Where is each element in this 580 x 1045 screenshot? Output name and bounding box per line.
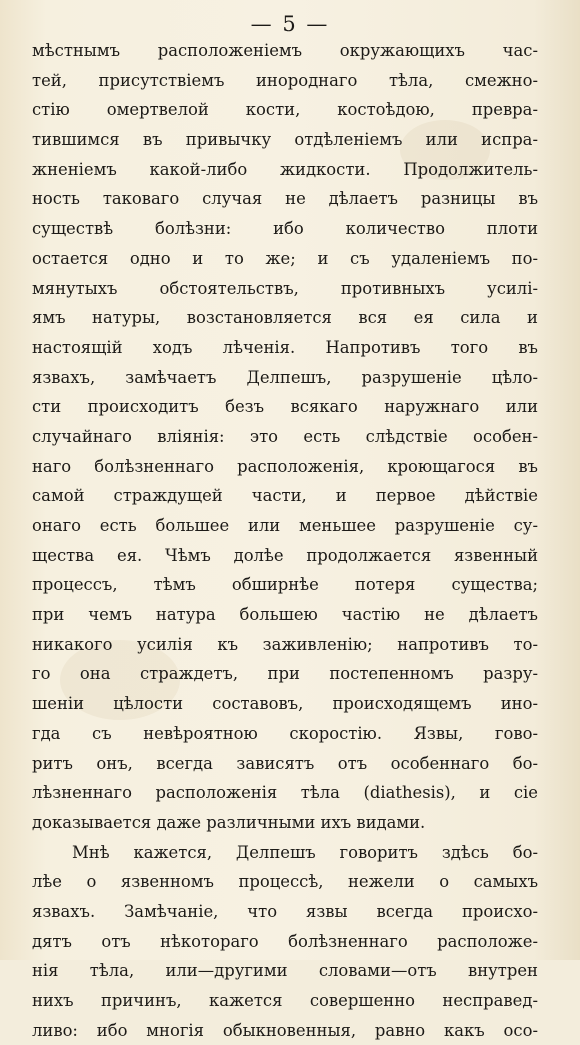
body-text bbox=[32, 36, 538, 1045]
text-line: щества ея. Чѣмъ долѣе продолжается язвенный bbox=[32, 545, 538, 565]
text-line: жненіемъ какой-либо жидкости. Продолжитель- bbox=[32, 159, 538, 179]
text-line: ритъ онъ, всегда зависятъ отъ особеннаго бо- bbox=[32, 753, 538, 773]
text-line: существѣ болѣзни: ибо количество плоти bbox=[32, 219, 538, 239]
text-line: ямъ натуры, возстановляется вся ея сила и bbox=[32, 308, 538, 328]
text-line: гда съ невѣроятною скоростію. Язвы, гово- bbox=[32, 723, 538, 743]
text-line: самой страждущей части, и первое дѣйствіе bbox=[32, 486, 538, 506]
text-line: случайнаго вліянія: это есть слѣдствіе особен- bbox=[32, 426, 538, 446]
text-line: наго болѣзненнаго расположенія, кроющагося въ bbox=[32, 456, 538, 476]
text-line: ливо: ибо многія обыкновенныя, равно какъ осо- bbox=[32, 1020, 538, 1040]
paragraph-last-line: доказывается даже различными ихъ видами. bbox=[32, 812, 426, 832]
text-line: нихъ причинъ, кажется совершенно несправед- bbox=[32, 991, 538, 1010]
paragraph-first-line: Мнѣ кажется, Делпешъ говоритъ здѣсь бо- bbox=[72, 842, 538, 862]
text-line: настоящій ходъ лѣченія. Напротивъ того въ bbox=[32, 337, 538, 357]
text-line: тившимся въ привычку отдѣленіемъ или испра- bbox=[32, 130, 538, 150]
text-line: при чемъ натура большею частію не дѣлаетъ bbox=[32, 605, 538, 625]
text-line: лѣзненнаго расположенія тѣла (diathesis), и сіе bbox=[32, 783, 538, 803]
text-line: стію омертвелой кости, костоѣдою, превра- bbox=[32, 100, 538, 120]
text-line: язвахъ, замѣчаетъ Делпешъ, разрушеніе цѣло- bbox=[32, 367, 538, 387]
text-line: язвахъ. Замѣчаніе, что язвы всегда происхо- bbox=[32, 901, 538, 921]
text-line: ность таковаго случая не дѣлаетъ разницы въ bbox=[32, 189, 538, 209]
text-line: остается одно и то же; и съ удаленіемъ по- bbox=[32, 248, 538, 268]
text-line: тей, присутствіемъ инороднаго тѣла, смежно- bbox=[32, 70, 538, 90]
text-line: дятъ отъ нѣкотораго болѣзненнаго расположе- bbox=[32, 931, 538, 951]
text-line: сти происходитъ безъ всякаго наружнаго или bbox=[32, 397, 538, 417]
text-line: го она страждетъ, при постепенномъ разру- bbox=[32, 664, 538, 684]
page-number: — 5 — bbox=[250, 12, 330, 36]
text-line: мянутыхъ обстоятельствъ, противныхъ усилі- bbox=[32, 278, 538, 298]
text-line: нія тѣла, или—другими словами—отъ внутрен bbox=[32, 961, 538, 981]
text-line: мѣстнымъ расположеніемъ окружающихъ час- bbox=[32, 41, 538, 60]
text-line: лѣе о язвенномъ процессѣ, нежели о самыхъ bbox=[32, 872, 538, 892]
text-line: никакого усилія къ заживленію; напротивъ то- bbox=[32, 634, 538, 654]
text-line: процессъ, тѣмъ обширнѣе потеря существа; bbox=[32, 575, 538, 595]
text-line: онаго есть большее или меньшее разрушеніе су- bbox=[32, 516, 538, 535]
text-line: шеніи цѣлости составовъ, происходящемъ ино- bbox=[32, 694, 538, 714]
